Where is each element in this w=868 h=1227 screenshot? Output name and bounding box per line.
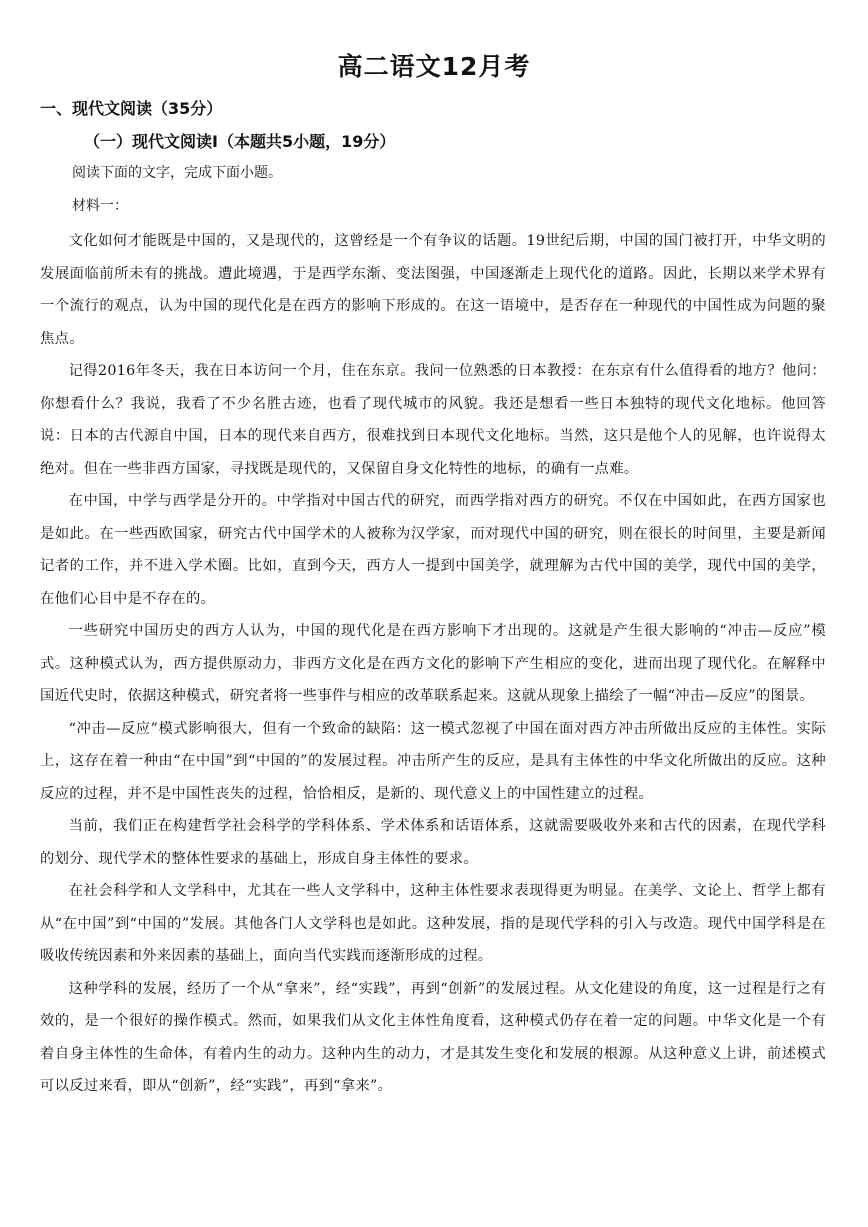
passage-body bbox=[40, 225, 826, 1103]
paragraph-3: 在中国，中学与西学是分开的。中学指对中国古代的研究，而西学指对西方的研究。不仅在中国如此，在西方国家也是如此。在一些西欧国家，研究古代中国学术的人被称为汉学家，而对现代中国的研究，则在很长的时间里，主要是新闻记者的工作，并不进入学术圈。比如，直到今天，西方人一提到中国美学，就理解为古代中国的美学，现代中国的美学，在他们心目中是不存在的。 bbox=[40, 493, 826, 607]
paragraph-5: “冲击—反应”模式影响很大，但有一个致命的缺陷：这一模式忽视了中国在面对西方冲击所做出反应的主体性。实际上，这存在着一种由“在中国”到“中国的”的发展过程。冲击所产生的反应，是具有主体性的中华文化所做出的反应。这种反应的过程，并不是中国性丧失的过程，恰恰相反，是新的、现代意义上的中国性建立的过程。 bbox=[40, 720, 826, 802]
paragraph-7: 在社会科学和人文学科中，尤其在一些人文学科中，这种主体性要求表现得更为明显。在美学、文论上、哲学上都有从“在中国”到“中国的”发展。其他各门人文学科也是如此。这种发展，指的是现代学科的引入与改造。现代中国学科是在吸收传统因素和外来因素的基础上，面向当代实践而逐渐形成的过程。 bbox=[40, 883, 826, 964]
paragraph-1: 文化如何才能既是中国的，又是现代的，这曾经是一个有争议的话题。19世纪后期，中国的国门被打开，中华文明的发展面临前所未有的挑战。遭此境遇，于是西学东渐、变法图强，中国逐渐走上现代化的道路。因此，长期以来学术界有一个流行的观点，认为中国的现代化是在西方的影响下形成的。在这一语境中，是否存在一种现代的中国性成为问题的聚焦点。 bbox=[40, 233, 826, 347]
page-title: 高二语文12月考 bbox=[337, 52, 531, 81]
section-heading: 一、现代文阅读（35分） bbox=[40, 99, 223, 118]
sub-heading: （一）现代文阅读Ⅰ（本题共5小题，19分） bbox=[84, 132, 396, 151]
paragraph-8: 这种学科的发展，经历了一个从“拿来”，经“实践”，再到“创新”的发展过程。从文化建设的角度，这一过程是行之有效的，是一个很好的操作模式。然而，如果我们从文化主体性角度看，这种模式仍存在着一定的问题。中华文化是一个有着自身主体性的生命体，有着内生的动力。这种内生的动力，才是其发生变化和发展的根源。从这种意义上讲，前述模式可以反过来看，即从“创新”，经“实践”，再到“拿来”。 bbox=[40, 980, 826, 1094]
material-label: 材料一： bbox=[72, 198, 128, 214]
reading-instruction: 阅读下面的文字，完成下面小题。 bbox=[72, 165, 282, 181]
paragraph-6: 当前，我们正在构建哲学社会科学的学科体系、学术体系和话语体系，这就需要吸收外来和古代的因素，在现代学科的划分、现代学术的整体性要求的基础上，形成自身主体性的要求。 bbox=[40, 818, 826, 867]
paragraph-2: 记得2016年冬天，我在日本访问一个月，住在东京。我问一位熟悉的日本教授：在东京有什么值得看的地方？他问：你想看什么？我说，我看了不少名胜古迹，也看了现代城市的风貌。我还是想看一些日本独特的现代文化地标。他回答说：日本的古代源自中国，日本的现代来自西方，很难找到日本现代文化地标。当然，这只是他个人的见解，也许说得太绝对。但在一些非西方国家，寻找既是现代的，又保留自身文化特性的地标，的确有一点难。 bbox=[40, 363, 826, 477]
paragraph-4: 一些研究中国历史的西方人认为，中国的现代化是在西方影响下才出现的。这就是产生很大影响的“冲击—反应”模式。这种模式认为，西方提供原动力，非西方文化是在西方文化的影响下产生相应的变化，进而出现了现代化。在解释中国近代史时，依据这种模式，研究者将一些事件与相应的改革联系起来。这就从现象上描绘了一幅“冲击—反应”的图景。 bbox=[40, 623, 826, 704]
